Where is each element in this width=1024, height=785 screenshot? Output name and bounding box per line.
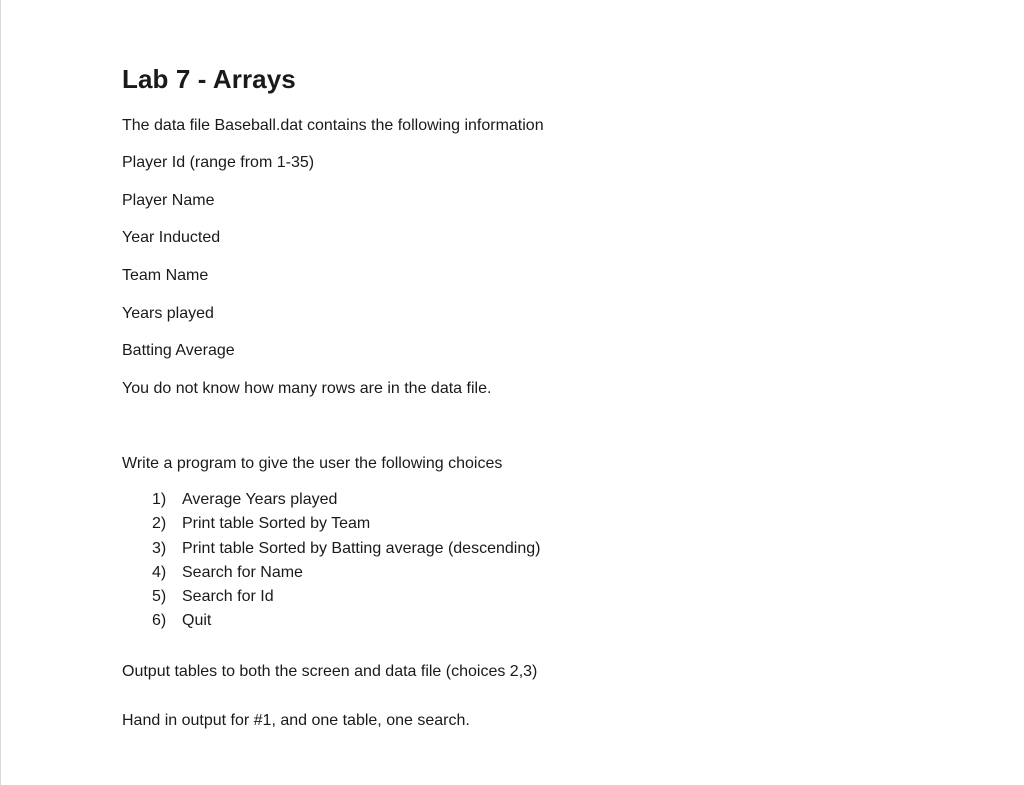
field-years-played: Years played bbox=[122, 305, 214, 322]
list-item bbox=[122, 490, 540, 514]
document-body bbox=[122, 62, 982, 729]
rows-note: You do not know how many rows are in the data file. bbox=[122, 380, 492, 397]
document-title: Lab 7 - Arrays bbox=[122, 64, 296, 94]
list-item-text: Print table Sorted by Batting average (descending) bbox=[182, 539, 541, 557]
field-team-name: Team Name bbox=[122, 267, 209, 284]
list-item-number: 3) bbox=[152, 539, 167, 557]
field-player-id: Player Id (range from 1-35) bbox=[122, 154, 315, 171]
list-item bbox=[122, 587, 540, 611]
list-item-number: 6) bbox=[152, 612, 167, 630]
list-item-text: Search for Name bbox=[182, 563, 303, 581]
list-item-text: Search for Id bbox=[182, 588, 274, 606]
list-item bbox=[122, 514, 540, 538]
list-item-text: Quit bbox=[182, 612, 212, 630]
list-item-text: Print table Sorted by Team bbox=[182, 515, 371, 533]
field-player-name: Player Name bbox=[122, 192, 215, 209]
choices-list bbox=[122, 490, 540, 636]
hand-in-note: Hand in output for #1, and one table, one search. bbox=[122, 712, 470, 729]
list-item-number: 2) bbox=[152, 515, 167, 533]
list-item bbox=[122, 539, 540, 563]
field-year-inducted: Year Inducted bbox=[122, 229, 221, 246]
list-item-number: 4) bbox=[152, 563, 167, 581]
list-item-number: 5) bbox=[152, 588, 167, 606]
list-item-number: 1) bbox=[152, 491, 167, 508]
output-note: Output tables to both the screen and data file (choices 2,3) bbox=[122, 663, 538, 680]
list-item bbox=[122, 563, 540, 587]
list-item bbox=[122, 611, 540, 635]
choices-intro: Write a program to give the user the following choices bbox=[122, 455, 503, 472]
intro-paragraph: The data file Baseball.dat contains the following information bbox=[122, 117, 544, 134]
list-item-text: Average Years played bbox=[182, 491, 338, 508]
field-batting-average: Batting Average bbox=[122, 342, 235, 359]
